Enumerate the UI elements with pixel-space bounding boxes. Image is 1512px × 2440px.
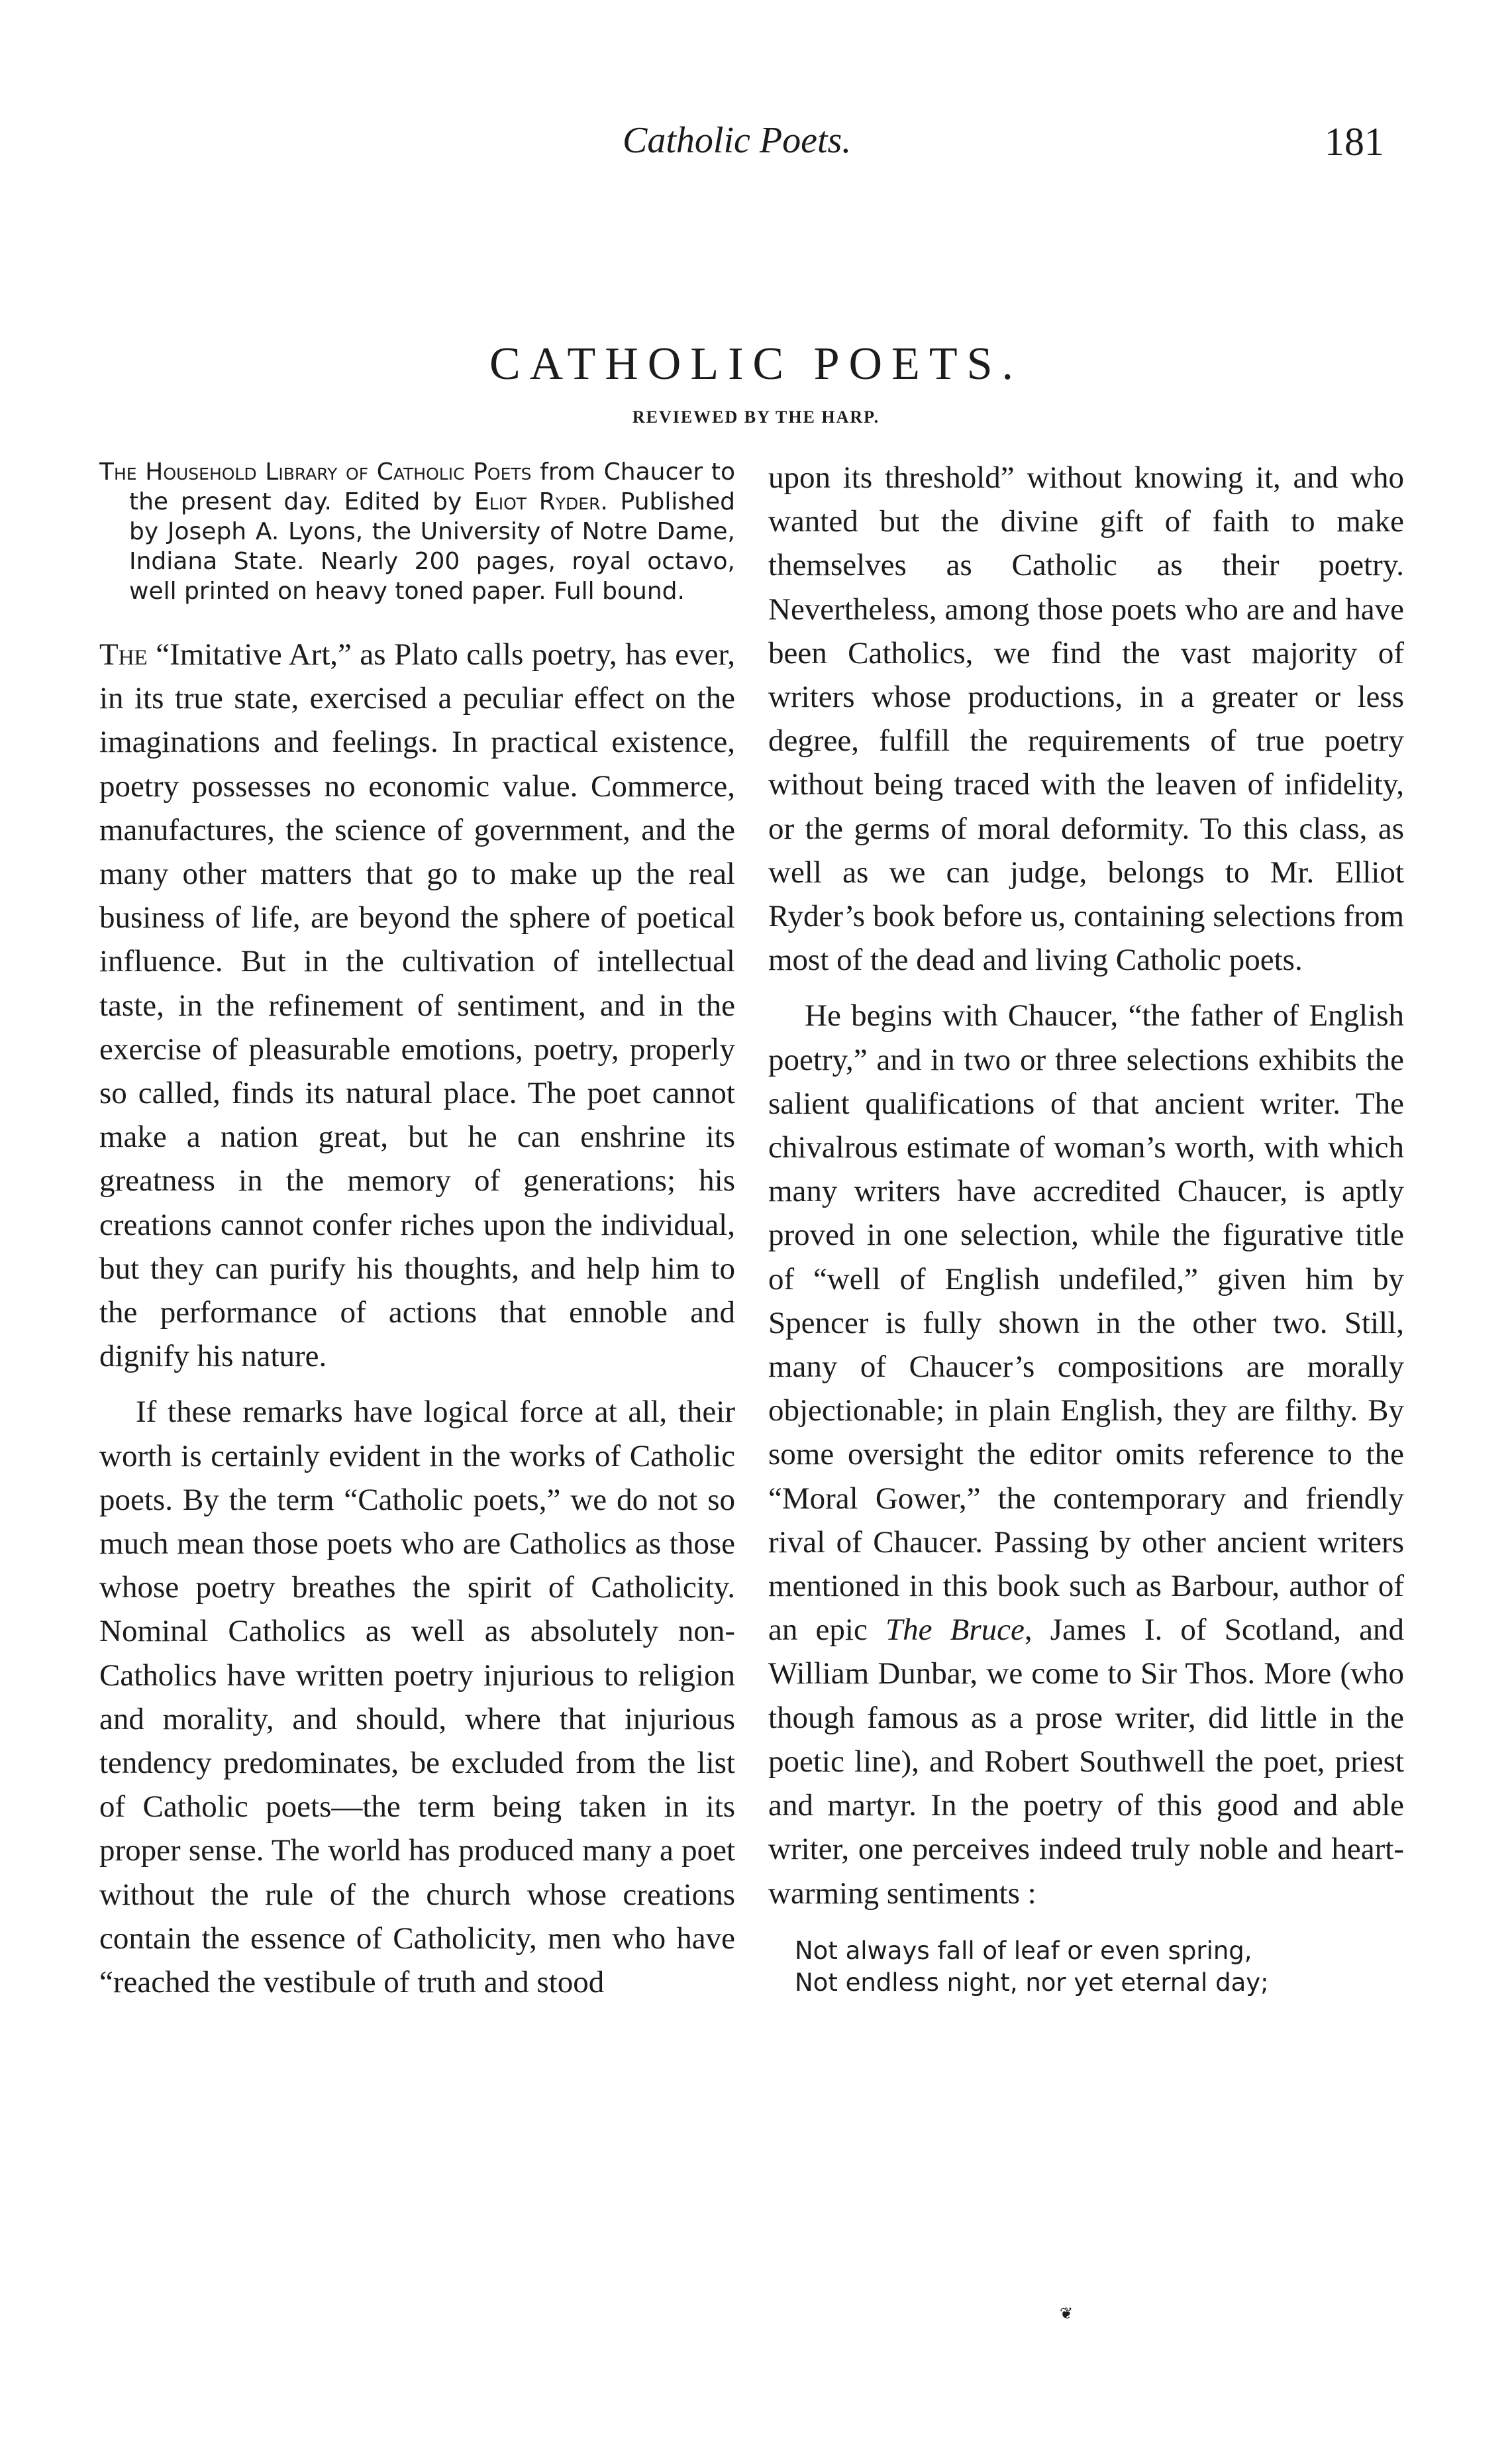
paragraph-4-text-b: , James I. of Scotland, and William Dunbar, we come to Sir Thos. More (who though famous as a prose writer, did little in the poetic line), and Robert Southwell the poet, priest and martyr. In the poetry of this good and able writer, one perceives indeed truly noble and heart-warming sentiments : bbox=[768, 1613, 1404, 1911]
paragraph-1 bbox=[99, 633, 735, 1378]
verse-line-2: Not endless night, nor yet eternal day; bbox=[795, 1968, 1269, 1997]
left-column bbox=[99, 457, 735, 2016]
book-title: The Household Library of Catholic Poets bbox=[99, 458, 532, 486]
verse-line-1: Not always fall of leaf or even spring, bbox=[795, 1936, 1252, 1965]
article-title: CATHOLIC POETS. bbox=[489, 339, 1023, 390]
paragraph-2: If these remarks have logical force at all, their worth is certainly evident in the works of Catholic poets. By the term “Catholic poets,” we do not so much mean those poets who are Catholics as those whose poetry breathes the spirit of Catholicity. Nominal Catholics as well as absolutely non-Catholics have written poetry injurious to religion and morality, and should, where that injurious tendency predominates, be excluded from the list of Catholic poets—the term being taken in its proper sense. The world has produced many a poet without the rule of the church whose creations contain the essence of Catholicity, men who have “reached the vestibule of truth and stood bbox=[99, 1395, 735, 2000]
paragraph-3: upon its threshold” without knowing it, and who wanted but the divine gift of faith to make themselves as Catholic as their poetry. Nevertheless, among those poets who are and have been Catholics, we find the vast majority of writers whose productions, in a greater or less degree, fulfill the requirements of true poetry without being traced with the leaven of infidelity, or the germs of moral deformity. To this class, as well as we can judge, belongs to Mr. Elliot Ryder’s book before us, containing selections from most of the dead and living Catholic poets. bbox=[768, 460, 1404, 978]
paragraph-4 bbox=[768, 994, 1404, 1915]
running-title: Catholic Poets. bbox=[623, 120, 852, 161]
paragraph-1-text: “Imitative Art,” as Plato calls poetry, has ever, in its true state, exercised a peculiar effect on the imaginations and feelings. In practical existence, poetry possesses no economic value. Commerce, manufactures, the science of government, and the many other matters that go to make up the real business of life, are beyond the sphere of poetical influence. But in the cultivation of intellectual taste, in the refinement of sentiment, and in the exercise of pleasurable emotions, poetry, properly so called, finds its natural place. The poet cannot make a nation great, but he can enshrine its greatness in the memory of generations; his creations cannot confer riches upon the individual, but they can purify his thoughts, and help him to the performance of actions that ennoble and dignify his nature. bbox=[99, 637, 735, 1374]
book-notice bbox=[99, 457, 735, 606]
running-head bbox=[0, 119, 1512, 172]
verse-quote bbox=[795, 1935, 1404, 1999]
book-title-the-bruce: The Bruce bbox=[885, 1613, 1025, 1648]
editor-name: Eliot Ryder bbox=[474, 488, 601, 515]
byline: REVIEWED BY THE HARP. bbox=[632, 407, 880, 427]
paragraph-4-text-a: He begins with Chaucer, “the father of English poetry,” and in two or three selections exhibits the salient qualifications of that ancient writer. The chivalrous estimate of woman’s worth, with which many writers have accredited Chaucer, is aptly proved in one selection, while the figurative title of “well of English undefiled,” given him by Spencer is fully shown in the other two. Still, many of Chaucer’s compositions are morally objectionable; in plain English, they are filthy. By some oversight the editor omits reference to the “Moral Gower,” the contemporary and friendly rival of Chaucer. Passing by other ancient writers mentioned in this book such as Barbour, author of an epic bbox=[768, 998, 1404, 1648]
ornament-icon: ❦ bbox=[1060, 2306, 1074, 2323]
paragraph-1-lead: The bbox=[99, 637, 148, 672]
page-number: 181 bbox=[1325, 120, 1384, 164]
book-notice-text-b: . Published by Joseph A. Lyons, the University of Notre Dame, Indiana State. Nearly 200 pages, royal octavo, well printed on heavy toned paper. Full bound. bbox=[129, 488, 735, 605]
right-column bbox=[768, 456, 1404, 1999]
book-notice-text-a: from Chaucer to the present day. Edited by bbox=[129, 458, 736, 515]
